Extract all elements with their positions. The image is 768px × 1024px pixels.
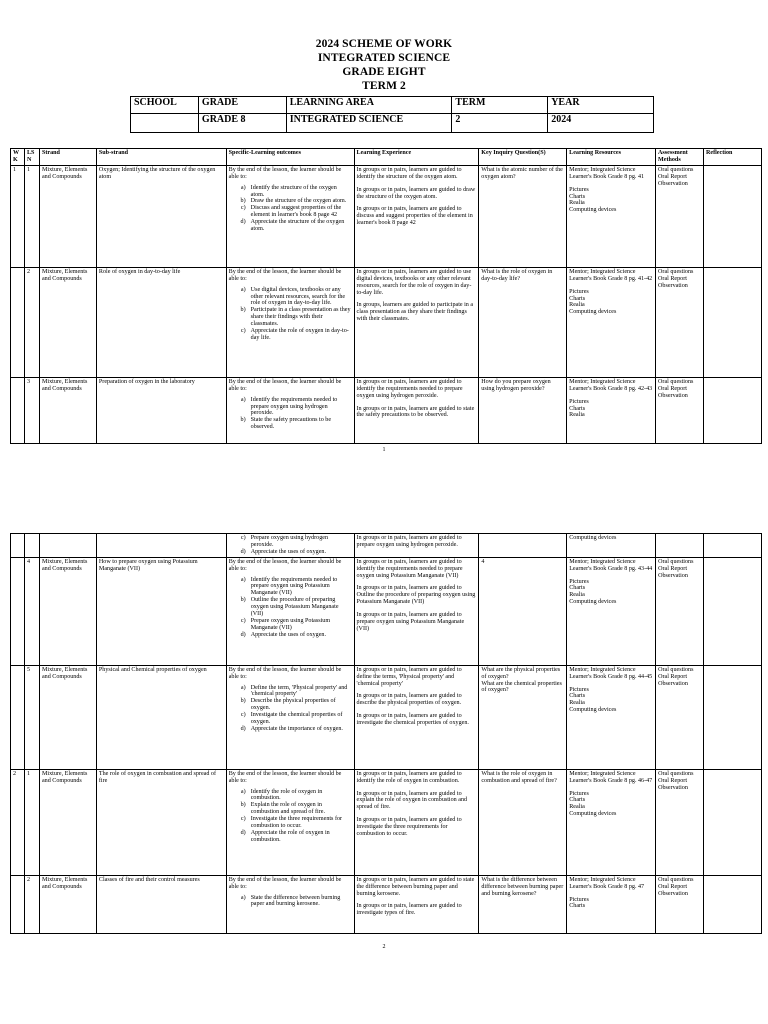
substrand-cell [96, 769, 226, 875]
substrand-cell [96, 665, 226, 769]
table-row [11, 557, 762, 665]
outcomes-intro: By the end of the lesson, the learner should be able to: [228, 558, 342, 572]
inquiry-cell [479, 534, 567, 558]
experience-item: In groups or in pairs, learners are guided to identify the requirements needed to prepare oxygen using Potassium Manganate (VII) [356, 558, 463, 579]
experience-item: In groups or in pairs, learners are guided to identify the requirements needed to prepare oxygen using hydrogen peroxide. [356, 378, 463, 399]
outcomes-intro: By the end of the lesson, the learner should be able to: [228, 268, 342, 282]
inquiry-text: What is the role of oxygen in day-to-day life? [481, 268, 553, 282]
resource-book: Mentor; Integrated Science Learner's Book Grade 8 pg. 47 [569, 876, 645, 890]
lesson-cell [24, 165, 39, 267]
reflection-cell [704, 557, 762, 665]
strand-text: Mixture, Elements and Compounds [41, 666, 88, 680]
resource-book: Mentor; Integrated Science Learner's Book Grade 8 pg. 44-45 [569, 666, 653, 680]
strand-cell [39, 165, 96, 267]
resources-cell [567, 267, 656, 377]
table-row [11, 665, 762, 769]
experience-item: In groups or in pairs, learners are guided to state the difference between burning paper and burning kerosene. [356, 876, 475, 897]
week-cell [11, 875, 25, 933]
outcomes-intro: By the end of the lesson, the learner should be able to: [228, 166, 342, 180]
strand-text: Mixture, Elements and Compounds [41, 166, 88, 180]
lesson-number: 5 [26, 666, 31, 673]
col-outcomes: Specific-Learning outcomes [226, 149, 354, 166]
term-header: TERM [452, 97, 548, 114]
strand-cell [39, 665, 96, 769]
substrand-cell [96, 875, 226, 933]
outcome-item: a. Define the term, 'Physical property' and 'chemical property' [249, 685, 352, 699]
week-cell [11, 769, 25, 875]
outcomes-cell [226, 534, 354, 558]
outcome-item: b. Outline the procedure of preparing oxygen using Potassium Manganate (VII) [249, 597, 352, 618]
assessment-text: Oral questions Oral Report Observation [658, 770, 694, 791]
resource-list: Pictures Charts Realia Computing devices [569, 686, 617, 714]
outcome-item: d. Appreciate the uses of oxygen. [249, 632, 352, 639]
resources-cell [567, 377, 656, 443]
experience-cell [354, 267, 479, 377]
learning-area-header: LEARNING AREA [286, 97, 452, 114]
outcome-item: d. Appreciate the role of oxygen in combustion. [249, 830, 352, 844]
experience-item: In groups or in pairs, learners are guided to draw the structure of the oxygen atom. [356, 186, 476, 200]
outcome-item: b. Explain the role of oxygen in combustion and spread of fire. [249, 802, 352, 816]
outcomes-cell [226, 267, 354, 377]
reflection-cell [704, 665, 762, 769]
lesson-number: 1 [26, 166, 31, 173]
experience-cell [354, 557, 479, 665]
inquiry-text: What is the difference between difference between burning paper and burning kerosene? [481, 876, 564, 897]
resource-book: Mentor; Integrated Science Learner's Book Grade 8 pg. 41 [569, 166, 645, 180]
experience-item: In groups or in pairs, learners are guided to use digital devices, textbooks or any other relevant resources, search for the role of oxygen in day-to-day life. [356, 268, 472, 296]
resources-cell [567, 557, 656, 665]
outcome-item: a. Identify the role of oxygen in combustion. [249, 789, 352, 803]
year-value: 2024 [548, 114, 654, 133]
assessment-cell [656, 875, 704, 933]
outcome-item: a. Identify the requirements needed to prepare oxygen using Potassium Manganate (VII) [249, 577, 352, 598]
col-strand: Strand [39, 149, 96, 166]
substrand-text: Oxygen; Identifying the structure of the oxygen atom [98, 166, 216, 180]
resource-list: Pictures Charts [569, 896, 589, 910]
inquiry-text: What are the physical properties of oxygen? What are the chemical properties of oxygen? [481, 666, 562, 694]
col-lesson: LS N [24, 149, 39, 166]
inquiry-cell [479, 165, 567, 267]
resources-cell [567, 875, 656, 933]
experience-cell [354, 165, 479, 267]
experience-item: In groups, learners are guided to participate in a class presentation as they share their findings with their classmates. [356, 302, 474, 323]
inquiry-cell [479, 377, 567, 443]
experience-cell: In groups or in pairs, learners are guided to prepare oxygen using hydrogen peroxide. [354, 534, 479, 558]
lesson-cell [24, 377, 39, 443]
assessment-text: Oral questions Oral Report Observation [658, 666, 694, 687]
outcome-item: a. Identify the structure of the oxygen atom. [249, 185, 352, 199]
col-assessment: Assessment Methods [656, 149, 704, 166]
table-row [11, 875, 762, 933]
strand-cell [39, 377, 96, 443]
strand-cell [39, 557, 96, 665]
col-inquiry: Key Inquiry Question(S) [479, 149, 567, 166]
inquiry-cell [479, 665, 567, 769]
assessment-cell [656, 557, 704, 665]
strand-text: Mixture, Elements and Compounds [41, 558, 88, 572]
outcomes-intro: By the end of the lesson, the learner should be able to: [228, 666, 342, 680]
lesson-cell [24, 875, 39, 933]
resources-cell: Computing devices [567, 534, 656, 558]
outcome-item: c. Appreciate the role of oxygen in day-to-day life. [249, 328, 352, 342]
reflection-cell [704, 534, 762, 558]
outcomes-cell [226, 557, 354, 665]
experience-item: In groups or in pairs, learners are guided to explain the role of oxygen in combustion and spread of fire. [356, 790, 468, 811]
outcome-item: c. Investigate the chemical properties of oxygen. [249, 712, 352, 726]
substrand-text: The role of oxygen in combustion and spread of fire [98, 770, 217, 784]
substrand-cell [96, 165, 226, 267]
reflection-cell [703, 165, 761, 267]
grade-value: GRADE 8 [198, 114, 286, 133]
outcomes-cell [226, 769, 354, 875]
experience-item: In groups or in pairs, learners are guided to describe the physical properties of oxygen. [356, 693, 462, 707]
reflection-cell [703, 377, 761, 443]
doc-title: 2024 SCHEME OF WORK [315, 38, 453, 50]
experience-item: In groups or in pairs, learners are guided to investigate types of fire. [356, 903, 462, 917]
table-row [11, 267, 762, 377]
strand-cell [39, 875, 96, 933]
outcome-item: c. Prepare oxygen using hydrogen peroxide. [249, 535, 352, 549]
doc-term: TERM 2 [362, 80, 406, 92]
outcome-item: c. Prepare oxygen using Potassium Manganate (VII) [249, 618, 352, 632]
term-value: 2 [452, 114, 548, 133]
strand-cell [39, 534, 96, 558]
strand-text: Mixture, Elements and Compounds [41, 268, 88, 282]
experience-item: In groups or in pairs, learners are guided to investigate the three requirements for combustion to occur. [356, 817, 462, 838]
reflection-cell [703, 267, 761, 377]
outcome-item: d. Appreciate the importance of oxygen. [249, 726, 352, 733]
resources-cell [567, 769, 656, 875]
column-header-row [11, 149, 762, 166]
resource-book: Mentor; Integrated Science Learner's Book Grade 8 pg. 43-44 [569, 558, 653, 572]
experience-item: In groups or in pairs, learners are guided to discuss and suggest properties of the element in learner's book 8 page 42 [356, 206, 473, 227]
substrand-text: Preparation of oxygen in the laboratory [98, 378, 195, 385]
resource-list: Pictures Charts Realia [569, 398, 589, 419]
assessment-cell [656, 534, 704, 558]
outcomes-cell [226, 875, 354, 933]
outcomes-intro: By the end of the lesson, the learner should be able to: [228, 378, 342, 392]
assessment-text: Oral questions Oral Report Observation [658, 378, 694, 399]
inquiry-text: What is the role of oxygen in combustion and spread of fire? [481, 770, 557, 784]
inquiry-cell [479, 875, 567, 933]
outcome-item: b. Draw the structure of the oxygen atom. [249, 198, 352, 205]
week-cell [11, 267, 25, 377]
experience-cell [354, 875, 479, 933]
inquiry-cell [479, 769, 567, 875]
substrand-cell [96, 377, 226, 443]
experience-item: In groups or in pairs, learners are guided to state the safety precautions to be observed. [356, 405, 475, 419]
outcome-item: d. Appreciate the uses of oxygen. [249, 549, 352, 556]
week-cell [11, 534, 25, 558]
week-cell [11, 665, 25, 769]
col-experience: Learning Experience [354, 149, 479, 166]
resource-list: Pictures Charts Realia Computing devices [569, 288, 617, 316]
lesson-number: 3 [26, 378, 31, 385]
learning-area-value: INTEGRATED SCIENCE [286, 114, 452, 133]
resource-book: Mentor; Integrated Science Learner's Book Grade 8 pg. 42-43 [569, 378, 653, 392]
grade-header: GRADE [198, 97, 286, 114]
experience-item: In groups or in pairs, learners are guided to define the terms, 'Physical property' and 'chemical property' [356, 666, 462, 687]
table-row [11, 377, 762, 443]
strand-text: Mixture, Elements and Compounds [41, 378, 88, 392]
resource-list: Pictures Charts Realia Computing devices [569, 790, 617, 818]
experience-item: In groups or in pairs, learners are guided to investigate the chemical properties of oxygen. [356, 713, 469, 727]
strand-text: Mixture, Elements and Compounds [41, 770, 88, 784]
lesson-number: 1 [26, 770, 31, 777]
assessment-cell [656, 377, 704, 443]
substrand-cell [96, 267, 226, 377]
experience-cell [354, 377, 479, 443]
reflection-cell [704, 769, 762, 875]
experience-item: In groups or in pairs, learners are guided to identify the structure of the oxygen atom. [356, 166, 462, 180]
table-row [11, 769, 762, 875]
col-resources: Learning Resources [567, 149, 656, 166]
col-substrand: Sub-strand [96, 149, 226, 166]
lesson-cell [24, 769, 39, 875]
outcome-item: c. Discuss and suggest properties of the element in learner's book 8 page 42 [249, 205, 352, 219]
strand-text: Mixture, Elements and Compounds [41, 876, 88, 890]
inquiry-cell [479, 557, 567, 665]
assessment-cell [656, 165, 704, 267]
info-table [130, 96, 654, 133]
week-number: 1 [13, 166, 17, 173]
resources-cell [567, 665, 656, 769]
doc-subject: INTEGRATED SCIENCE [317, 52, 451, 64]
week-number: 2 [13, 770, 17, 777]
lesson-number: 4 [26, 558, 31, 565]
substrand-cell [96, 557, 226, 665]
week-cell [11, 557, 25, 665]
assessment-text: Oral questions Oral Report Observation [658, 268, 694, 289]
lesson-cell [24, 557, 39, 665]
page-number-2: 2 [382, 944, 386, 950]
outcome-item: b. Participate in a class presentation as they share their findings with their classmates. [249, 307, 352, 328]
experience-item: In groups or in pairs, learners are guided to Outline the procedure of preparing oxygen using Potassium Manganate (VII) [356, 585, 476, 606]
resources-cell [567, 165, 656, 267]
assessment-cell [656, 769, 704, 875]
week-cell [11, 165, 25, 267]
resource-list: Pictures Charts Realia Computing devices [569, 578, 617, 606]
substrand-text: Classes of fire and their control measures [98, 876, 200, 883]
lesson-cell [24, 267, 39, 377]
resource-list: Pictures Charts Realia Computing devices [569, 186, 617, 214]
school-value [131, 114, 199, 133]
strand-cell [39, 769, 96, 875]
lesson-cell [24, 665, 39, 769]
outcomes-cell [226, 165, 354, 267]
experience-cell [354, 769, 479, 875]
outcomes-cell [226, 377, 354, 443]
assessment-text: Oral questions Oral Report Observation [658, 166, 694, 187]
outcomes-cell [226, 665, 354, 769]
page-number-1: 1 [382, 447, 386, 453]
outcome-item: d. Appreciate the structure of the oxygen atom. [249, 219, 352, 233]
experience-item: In groups or in pairs, learners are guided to prepare oxygen using Potassium Manganate (VII) [356, 612, 465, 632]
substrand-text: Physical and Chemical properties of oxygen [98, 666, 207, 673]
outcome-item: a. State the difference between burning paper and burning kerosene. [249, 895, 352, 909]
outcome-item: a. Use digital devices, textbooks or any other relevant resources, search for the role of oxygen in day-to-day life. [249, 287, 352, 308]
col-week: W K [11, 149, 25, 166]
resource-book: Mentor; Integrated Science Learner's Book Grade 8 pg. 46-47 [569, 770, 653, 784]
outcome-item: c. Investigate the three requirements for combustion to occur. [249, 816, 352, 830]
school-header: SCHOOL [131, 97, 199, 114]
experience-cell [354, 665, 479, 769]
assessment-cell [656, 267, 704, 377]
inquiry-cell [479, 267, 567, 377]
experience-item: In groups or in pairs, learners are guided to identify the role of oxygen in combustion. [356, 770, 462, 784]
col-reflection: Reflection [703, 149, 761, 166]
resource-book: Mentor; Integrated Science Learner's Book Grade 8 pg. 41-42 [569, 268, 653, 282]
outcomes-intro: By the end of the lesson, the learner should be able to: [228, 770, 342, 784]
scheme-table-page2 [10, 533, 762, 934]
lesson-number: 2 [26, 268, 31, 275]
assessment-cell [656, 665, 704, 769]
doc-grade: GRADE EIGHT [342, 66, 426, 78]
outcome-item: b. Describe the physical properties of oxygen. [249, 698, 352, 712]
table-row [11, 165, 762, 267]
outcomes-intro: By the end of the lesson, the learner should be able to: [228, 876, 342, 890]
lesson-number: 2 [26, 876, 31, 883]
table-row-continuation [11, 534, 762, 558]
substrand-text: Role of oxygen in day-to-day life [98, 268, 181, 275]
reflection-cell [704, 875, 762, 933]
year-header: YEAR [548, 97, 654, 114]
scheme-table-page1 [10, 148, 762, 444]
substrand-cell [96, 534, 226, 558]
outcome-item: b. State the safety precautions to be observed. [249, 417, 352, 431]
inquiry-text: How do you prepare oxygen using hydrogen peroxide? [481, 378, 551, 392]
inquiry-text: What is the atomic number of the oxygen atom? [481, 166, 563, 180]
assessment-text: Oral questions Oral Report Observation [658, 876, 694, 897]
inquiry-text: 4 [481, 558, 485, 565]
week-cell [11, 377, 25, 443]
substrand-text: How to prepare oxygen using Potassium Manganate (VII) [98, 558, 198, 572]
lesson-cell [24, 534, 39, 558]
assessment-text: Oral questions Oral Report Observation [658, 558, 694, 579]
outcome-item: a. Identify the requirements needed to prepare oxygen using hydrogen peroxide. [249, 397, 352, 418]
strand-cell [39, 267, 96, 377]
